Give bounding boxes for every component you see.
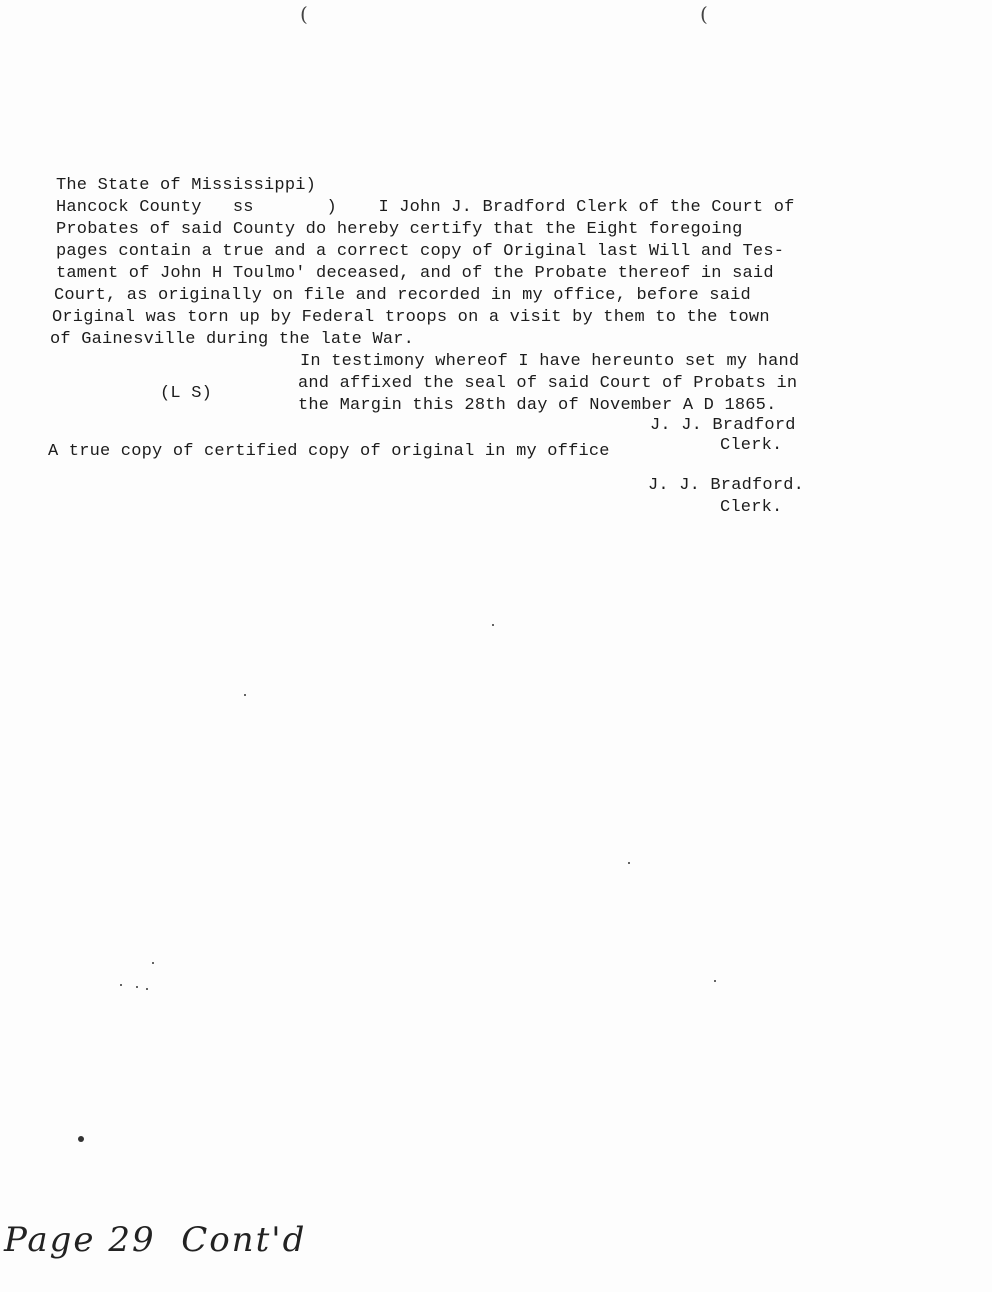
ink-speck xyxy=(244,694,246,696)
body-line: tament of John H Toulmo' deceased, and of the Probate thereof in said xyxy=(56,264,774,283)
ink-speck xyxy=(628,862,630,864)
ink-speck xyxy=(78,1136,84,1142)
signature-title: Clerk. xyxy=(720,436,783,455)
handwritten-page-note: Page 29 Cont'd xyxy=(4,1220,307,1260)
signature-name: J. J. Bradford xyxy=(650,416,796,435)
body-line: pages contain a true and a correct copy of Original last Will and Tes- xyxy=(56,242,785,261)
ink-speck xyxy=(146,988,148,990)
signature-name: J. J. Bradford. xyxy=(648,476,805,495)
top-mark-right: ( xyxy=(700,2,708,26)
testimony-line: In testimony whereof I have hereunto set my hand xyxy=(300,352,800,371)
seal-mark: (L S) xyxy=(160,384,213,403)
ink-speck xyxy=(492,624,494,626)
body-line: of Gainesville during the late War. xyxy=(50,330,415,349)
testimony-line: the Margin this 28th day of November A D 1865. xyxy=(298,396,777,415)
body-line: Probates of said County do hereby certify that the Eight foregoing xyxy=(56,220,743,239)
ink-speck xyxy=(152,962,154,964)
body-line: Court, as originally on file and recorded in my office, before said xyxy=(54,286,751,305)
true-copy-line: A true copy of certified copy of original in my office xyxy=(48,442,610,461)
testimony-line: and affixed the seal of said Court of Probats in xyxy=(298,374,798,393)
body-line: Original was torn up by Federal troops on a visit by them to the town xyxy=(52,308,770,327)
top-mark-left: ( xyxy=(300,2,308,26)
caption-line: The State of Mississippi) xyxy=(56,176,317,195)
ink-speck xyxy=(714,980,716,982)
ink-speck xyxy=(120,984,122,986)
ink-speck xyxy=(136,986,138,988)
signature-title: Clerk. xyxy=(720,498,783,517)
caption-line: Hancock County ss ) I John J. Bradford Clerk of the Court of xyxy=(56,198,795,217)
